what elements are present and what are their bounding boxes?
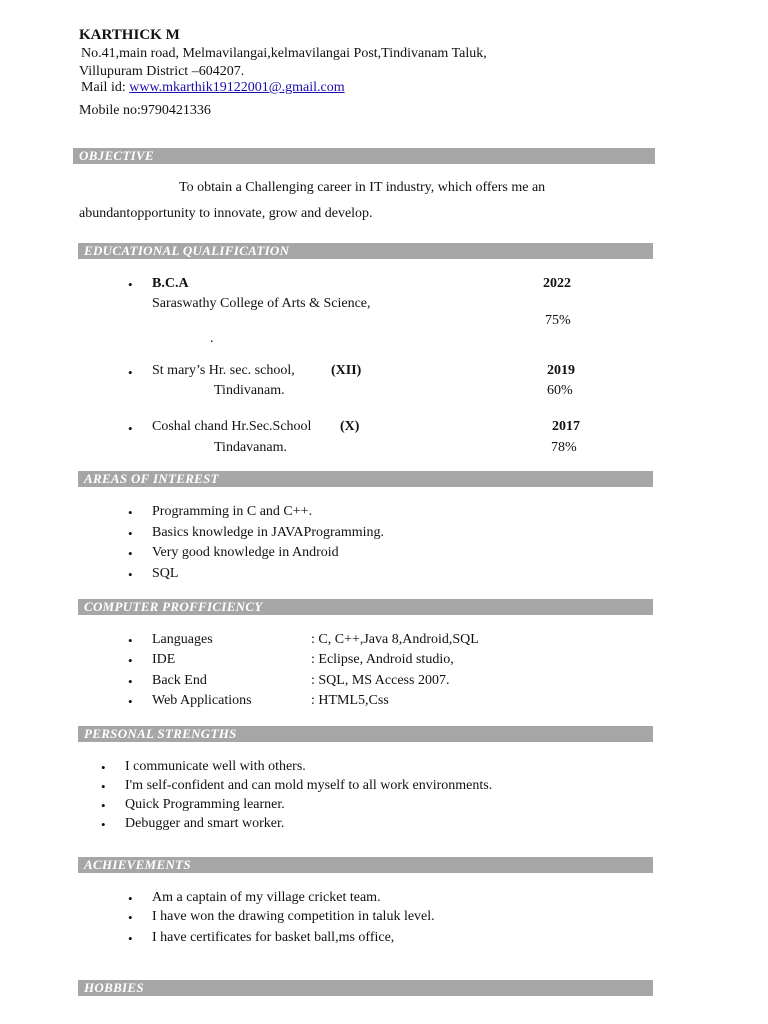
objective-heading: OBJECTIVE — [73, 148, 655, 164]
achievement-item: I have won the drawing competition in taluk level. — [152, 909, 435, 924]
bullet-icon: • — [101, 760, 106, 775]
candidate-name: KARTHICK M — [79, 27, 180, 43]
strength-item: Debugger and smart worker. — [125, 816, 285, 831]
mail-label: Mail id: — [81, 80, 126, 95]
proficiency-heading: COMPUTER PROFFICIENCY — [78, 599, 653, 615]
bullet-icon: • — [128, 633, 133, 648]
bullet-icon: • — [101, 798, 106, 813]
mobile-number: Mobile no:9790421336 — [79, 103, 211, 118]
bullet-icon: • — [128, 505, 133, 520]
mail-line — [81, 80, 345, 96]
education-year-bca: 2022 — [543, 276, 571, 291]
proficiency-value: : Eclipse, Android studio, — [311, 652, 454, 667]
bullet-icon: • — [128, 526, 133, 541]
interest-item: Programming in C and C++. — [152, 504, 313, 519]
education-sub-x: Tindavanam. — [214, 440, 287, 455]
strength-item: Quick Programming learner. — [125, 797, 285, 812]
education-score-bca: 75% — [545, 313, 571, 328]
education-title-x: Coshal chand Hr.Sec.School — [152, 419, 312, 434]
proficiency-label: Languages — [152, 632, 213, 647]
achievement-item: I have certificates for basket ball,ms office, — [152, 930, 395, 945]
education-year-x: 2017 — [552, 419, 580, 434]
bullet-icon: • — [128, 674, 133, 689]
address-line-1: No.41,main road, Melmavilangai,kelmavilangai Post,Tindivanam Taluk, — [81, 46, 487, 61]
proficiency-label: Web Applications — [152, 693, 252, 708]
bullet-icon: • — [128, 421, 133, 436]
proficiency-label: Back End — [152, 673, 207, 688]
interest-item: SQL — [152, 566, 179, 581]
bullet-icon: • — [101, 817, 106, 832]
bullet-icon: • — [128, 653, 133, 668]
education-year-xii: 2019 — [547, 363, 575, 378]
education-extra-bca: . — [210, 331, 214, 346]
strength-item: I communicate well with others. — [125, 759, 306, 774]
bullet-icon: • — [128, 694, 133, 709]
bullet-icon: • — [101, 779, 106, 794]
hobbies-heading: HOBBIES — [78, 980, 653, 996]
mail-link[interactable]: www.mkarthik19122001@.gmail.com — [129, 80, 345, 95]
achievements-heading: ACHIEVEMENTS — [78, 857, 653, 873]
education-heading: EDUCATIONAL QUALIFICATION — [78, 243, 653, 259]
interests-heading: AREAS OF INTEREST — [78, 471, 653, 487]
bullet-icon: • — [128, 546, 133, 561]
proficiency-value: : HTML5,Css — [311, 693, 389, 708]
bullet-icon: • — [128, 365, 133, 380]
bullet-icon: • — [128, 277, 133, 292]
bullet-icon: • — [128, 931, 133, 946]
proficiency-label: IDE — [152, 652, 176, 667]
achievement-item: Am a captain of my village cricket team. — [152, 890, 381, 905]
address-line-2: Villupuram District –604207. — [79, 64, 245, 79]
interest-item: Very good knowledge in Android — [152, 545, 339, 560]
education-level-x: (X) — [340, 419, 360, 434]
education-title-xii: St mary’s Hr. sec. school, — [152, 363, 295, 378]
bullet-icon: • — [128, 910, 133, 925]
strengths-heading: PERSONAL STRENGTHS — [78, 726, 653, 742]
bullet-icon: • — [128, 891, 133, 906]
strength-item: I'm self-confident and can mold myself to all work environments. — [125, 778, 493, 793]
education-score-x: 78% — [551, 440, 577, 455]
education-score-xii: 60% — [547, 383, 573, 398]
objective-line-2: abundantopportunity to innovate, grow and develop. — [79, 206, 373, 221]
interest-item: Basics knowledge in JAVAProgramming. — [152, 525, 385, 540]
proficiency-value: : SQL, MS Access 2007. — [311, 673, 450, 688]
proficiency-value: : C, C++,Java 8,Android,SQL — [311, 632, 479, 647]
education-sub-xii: Tindivanam. — [214, 383, 285, 398]
education-title-bca: B.C.A — [152, 276, 189, 291]
education-sub-bca: Saraswathy College of Arts & Science, — [152, 296, 371, 311]
education-level-xii: (XII) — [331, 363, 362, 378]
bullet-icon: • — [128, 567, 133, 582]
objective-line-1: To obtain a Challenging career in IT industry, which offers me an — [179, 180, 546, 195]
